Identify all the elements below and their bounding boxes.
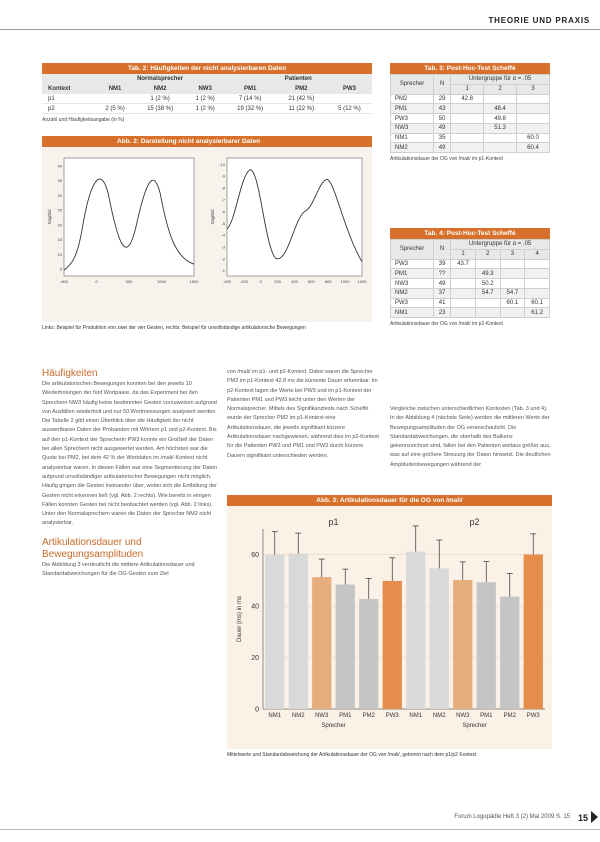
fig2-panel-left — [47, 158, 199, 284]
table-2-cell: 19 (32 %) — [225, 104, 276, 114]
table-3-cell: 60.0 — [517, 133, 550, 143]
table-3-col-sprecher: Sprecher — [391, 75, 434, 95]
fig2-xtick: 600 — [308, 279, 315, 284]
table-3-subcol: 3 — [517, 84, 550, 94]
table-3-note: Artikulationsdauer der OG von /mali/ im p1-Kontext — [390, 156, 503, 163]
table-2 — [42, 63, 372, 123]
table-3-cell — [484, 143, 517, 153]
table-4-cell: 23 — [434, 308, 451, 318]
fig2-xtick: -500 — [59, 279, 69, 284]
fig2-ytick: 20 — [57, 222, 62, 228]
table-2-cell: 1 (2 %) — [186, 94, 225, 104]
table-4-col-sprecher: Sprecher — [391, 240, 434, 260]
table-3-cell: 60.4 — [517, 143, 550, 153]
table-3-cell: 35 — [434, 133, 451, 143]
fig2-xtick: 1500 — [189, 279, 199, 284]
table-4-cell: 49 — [434, 279, 451, 289]
paragraph: Vergleiche zwischen unterschiedlichen Kontexten (Tab. 3 und 4). In der Abbildung 4 (nächste Seite) werden die mittleren Werte der Bewegungsamplituden der OG veranschaulicht. Die Standardabweichungen, die oberhalb des Balkens gekennzeichnet sind, fallen bei den Patienten weitaus größer aus, was auf eine größere Streuung der Daten hinweist. Die deutlichen Amplitudenbewegungen während der — [390, 406, 551, 468]
fig3-xtick: PW3 — [385, 713, 399, 719]
table-4-cell: 37 — [434, 288, 451, 298]
table-4-cell — [475, 259, 500, 269]
table-2-cell: 21 (42 %) — [276, 94, 327, 104]
fig2-ylabel: Sagittal — [210, 209, 215, 225]
table-3-row — [391, 114, 550, 124]
table-4-cell: 43.7 — [451, 259, 476, 269]
table-2-col-header: PM2 — [276, 84, 327, 94]
table-4-cell: NM1 — [391, 308, 434, 318]
table-4-cell — [525, 269, 550, 279]
fig3-bar — [265, 555, 284, 709]
table-2-row — [42, 104, 372, 114]
fig2-ytick: 40 — [57, 163, 62, 169]
table-4-cell — [451, 308, 476, 318]
fig3-xtick: NM1 — [409, 713, 423, 719]
figure-2 — [42, 136, 372, 322]
fig2-ytick: 25 — [57, 207, 62, 213]
table-4-title: Tab. 4: Post-Hoc-Test Scheffé — [390, 228, 550, 239]
table-2-grid — [42, 74, 372, 114]
fig2-xtick: 800 — [324, 279, 332, 284]
text-column-2 — [227, 368, 379, 490]
fig2-ytick: 5 — [59, 266, 62, 272]
table-3-subcol: 1 — [451, 84, 484, 94]
footer-divider — [0, 829, 600, 830]
table-4-cell: 54.7 — [500, 288, 525, 298]
table-4-cell: PM1 — [391, 269, 434, 279]
fig2-ytick: -1 — [221, 268, 225, 274]
fig2-ylabel: Sagittal — [47, 209, 52, 225]
table-2-corner — [42, 74, 96, 84]
table-3-row — [391, 123, 550, 133]
fig2-xtick: 200 — [274, 279, 281, 284]
fig3-panel-label: p1 — [328, 517, 339, 527]
table-4-grid — [390, 239, 550, 318]
table-3-cell: 48.4 — [484, 104, 517, 114]
fig3-bar — [336, 585, 355, 709]
fig3-ytick: 20 — [251, 655, 259, 663]
fig2-xtick: -400 — [222, 279, 232, 284]
table-3-cell — [517, 123, 550, 133]
table-4-cell: 50.2 — [475, 279, 500, 289]
fig2-xtick: 500 — [125, 279, 133, 284]
table-3-cell: NM2 — [391, 143, 434, 153]
paragraph: Die artikulatorischen Bewegungen konnten bei den jeweils 10 Wiederholungen der fünf Wortpaare, da das Experiment bei den Sprechern NW3 häufig keine bestimmten Gesten vorzuweisen aufgrund von Ausfällen wiederholt und nur 50 Wortmessungen analysiert werden. Die Tabelle 2 gibt einen Überblick über die Häufigkeit der nicht auswertbaren Daten der Probanden mit Wörtern p1 und p2-Kontext. Bis auf den p1-Kontext der Sprecherin PW3 konnte ein Großteil der Daten bei allen Sprechern nicht ausgewertet werden. Am höchsten war die Quote bei PM2, bei dem 42 % der Wortdaten im /mali/-Kontext nicht analysierbar waren. In diesen Fällen war eine Segmentierung der Daten aufgrund unvollständiger artikulatorischer Bewegungen nicht möglich. Häufig gingen die Gesten ineinander über, wobei sich die Entfaltung der Gesten nicht erkennen ließ (vgl. Abb. 2 rechts). Wie bereits in einigen Fällen konnten Gesten bei nicht beobachtet werden (vgl. Abb. 2 links). Unter den Normalsprechern waren die Daten der Sprecher NM2 nicht analysierbar. — [42, 381, 218, 527]
fig2-xtick: 400 — [291, 279, 298, 284]
fig3-group-label: Sprecher — [462, 723, 487, 729]
figure-2-caption: Links: Beispiel für Produktion von zwei der vier Gesten, rechts: Beispiel für unvollständige artikulatorische Bewegungen — [42, 325, 306, 331]
fig2-ytick: -10 — [219, 161, 225, 167]
table-2-cell: 2 (5 %) — [96, 104, 135, 114]
next-page-icon — [591, 811, 598, 823]
table-3-col-group: Untergruppe für α = .05 — [451, 75, 550, 85]
table-2-col-header: NM1 — [96, 84, 135, 94]
table-4-row — [391, 259, 550, 269]
fig2-plot-area — [64, 158, 194, 276]
table-3-grid — [390, 74, 550, 153]
table-2-cell: 1 (2 %) — [186, 104, 225, 114]
table-4-cell: 60.1 — [500, 298, 525, 308]
fig2-plot-area — [227, 158, 362, 276]
fig3-xtick: PM2 — [362, 713, 375, 719]
page-number: 15 — [577, 813, 588, 823]
fig3-xtick: NM1 — [268, 713, 282, 719]
table-4-subcol: 4 — [525, 249, 550, 259]
text-column-1 — [42, 368, 218, 581]
fig3-xtick: NW3 — [456, 713, 470, 719]
fig3-xtick: PM1 — [339, 713, 352, 719]
fig2-ytick: 35 — [57, 178, 62, 184]
figure-3-title: Abb. 3: Artikulationsdauer für die OG von /mali/ — [227, 495, 552, 506]
table-4-row — [391, 308, 550, 318]
table-3-subcol: 2 — [484, 84, 517, 94]
table-4-col-n: N — [434, 240, 451, 260]
paragraph: Die Abbildung 3 verdeutlicht die mittlere Artikulationsdauer und Standardabweichungen für die OG-Gesten zum Ziel — [42, 561, 195, 578]
table-4-cell — [525, 279, 550, 289]
fig3-ylabel: Dauer (ms) in ms — [237, 595, 243, 643]
table-4-cell — [451, 279, 476, 289]
table-3-cell — [451, 133, 484, 143]
table-4-cell: NW3 — [391, 279, 434, 289]
table-4-cell: 49.3 — [475, 269, 500, 279]
table-2-cell: p1 — [42, 94, 96, 104]
table-3-row — [391, 143, 550, 153]
fig2-xtick: 1000 — [340, 279, 350, 284]
table-4-row — [391, 288, 550, 298]
table-2-cell: 11 (22 %) — [276, 104, 327, 114]
section-title: THEORIE UND PRAXIS — [488, 16, 590, 25]
fig2-xtick: -200 — [239, 279, 248, 284]
table-3-cell: PM1 — [391, 104, 434, 114]
table-2-row — [42, 94, 372, 104]
fig3-ytick: 40 — [251, 603, 259, 611]
table-3-row — [391, 104, 550, 114]
fig3-xtick: PW3 — [526, 713, 540, 719]
fig2-ytick: 15 — [57, 237, 62, 243]
fig3-bar — [312, 577, 331, 709]
table-4-cell: PW3 — [391, 298, 434, 308]
table-3-cell — [517, 114, 550, 124]
table-2-group-patients: Patienten — [225, 74, 372, 84]
fig3-bar — [524, 554, 543, 709]
table-2-cell: 5 (12 %) — [327, 104, 372, 114]
fig3-group-label: Sprecher — [321, 723, 346, 729]
table-2-col-header: PM1 — [225, 84, 276, 94]
fig3-bar — [477, 582, 496, 709]
table-2-col-header: PW3 — [327, 84, 372, 94]
table-3-cell — [484, 133, 517, 143]
table-4-cell — [500, 279, 525, 289]
table-4-col-group: Untergruppe für α = .05 — [451, 240, 550, 250]
table-2-cell — [96, 94, 135, 104]
footer-citation: Forum Logopädie Heft 3 (2) Mai 2009 S. 15 — [454, 814, 570, 820]
table-4-cell: PW3 — [391, 259, 434, 269]
table-2-group-normal: Normalsprecher — [96, 74, 225, 84]
table-2-title: Tab. 2: Häufigkeiten der nicht analysierbaren Daten — [42, 63, 372, 74]
table-3-cell — [451, 104, 484, 114]
fig3-bar — [500, 597, 519, 709]
fig3-bar — [453, 580, 472, 709]
table-3-cell: 49.8 — [484, 114, 517, 124]
fig2-ytick: -5 — [221, 220, 225, 226]
table-4-cell: 41 — [434, 298, 451, 308]
fig2-ytick: -2 — [221, 256, 225, 262]
fig2-xtick: 1200 — [357, 279, 367, 284]
fig3-xtick: NW3 — [315, 713, 329, 719]
table-4 — [390, 228, 550, 327]
fig2-ytick: -3 — [221, 244, 225, 250]
table-3-cell: 50 — [434, 114, 451, 124]
paragraph: von /mali/ im p1- und p2-Kontext. Dabei waren die Sprecher PM2 im p1-Kontext 42.8 ms die kürzeste Dauer erkennbar. Im p2-Kontext lagen die Werte bei PW3 und im p1-Kontext der Patienten PM1 und PW3 leicht unter den Werten der Normalsprecher. Mittels des Signifikanztests nach Scheffé wurde der Sprecher PM2 im p1-Kontext eine Artikulationsdauer, die jeweils signifikant kürzere Artikulationsdauer nachgewiesen, während dies im p2-Kontext für die Patienten PW3 und PM1 und PW3 durch kürzere Dauern signifikant unterschieden werden. — [227, 369, 379, 459]
figure-3 — [227, 495, 552, 749]
table-4-cell: ?? — [434, 269, 451, 279]
table-4-cell — [475, 308, 500, 318]
table-2-cell: 1 (2 %) — [135, 94, 186, 104]
heading-haeufigkeiten: Häufigkeiten — [42, 368, 98, 379]
table-3-cell: 29 — [434, 94, 451, 104]
table-3-cell: NM1 — [391, 133, 434, 143]
table-4-cell: 61.2 — [525, 308, 550, 318]
table-3-cell — [451, 143, 484, 153]
table-2-cell: 15 (38 %) — [135, 104, 186, 114]
fig3-ytick: 60 — [251, 552, 259, 560]
table-3-cell: PM2 — [391, 94, 434, 104]
table-4-cell — [500, 308, 525, 318]
table-3-cell: NW3 — [391, 123, 434, 133]
fig2-ytick: -8 — [221, 185, 225, 191]
table-3-cell — [451, 123, 484, 133]
fig3-ytick: 0 — [255, 706, 259, 714]
table-3-row — [391, 94, 550, 104]
table-4-cell: NM2 — [391, 288, 434, 298]
table-4-cell — [525, 259, 550, 269]
heading-artikulationsdauer: Artikulationsdauer und Bewegungsamplituden — [42, 536, 144, 560]
fig2-panel-right — [210, 158, 367, 284]
table-3-cell: 42.8 — [451, 94, 484, 104]
fig2-xtick: 0 — [95, 279, 98, 284]
table-3-cell — [484, 94, 517, 104]
fig2-ytick: 30 — [57, 192, 62, 198]
fig3-xtick: NM2 — [291, 713, 305, 719]
table-3-row — [391, 133, 550, 143]
table-2-cell — [327, 94, 372, 104]
table-3-cell — [517, 104, 550, 114]
table-2-col-header: NW3 — [186, 84, 225, 94]
fig3-bar — [383, 581, 402, 709]
table-4-subcol: 2 — [475, 249, 500, 259]
fig3-bar — [430, 568, 449, 709]
fig3-panel-label: p2 — [469, 517, 480, 527]
table-3 — [390, 63, 550, 162]
table-2-note: Anzahl und Häufigkeitsangabe (in %) — [42, 117, 125, 123]
table-4-cell: 54.7 — [475, 288, 500, 298]
fig3-xtick: NM2 — [432, 713, 446, 719]
table-3-cell — [517, 94, 550, 104]
table-4-row — [391, 279, 550, 289]
fig3-xtick: PM2 — [503, 713, 516, 719]
fig2-ytick: -9 — [221, 173, 225, 179]
text-column-3 — [390, 405, 552, 490]
table-4-cell — [451, 288, 476, 298]
table-3-title: Tab. 3: Post-Hoc-Test Scheffé — [390, 63, 550, 74]
table-3-cell: PW3 — [391, 114, 434, 124]
table-4-cell: 60.1 — [525, 298, 550, 308]
fig2-xtick: 0 — [259, 279, 262, 284]
table-4-subcol: 1 — [451, 249, 476, 259]
table-4-cell — [500, 259, 525, 269]
table-3-col-n: N — [434, 75, 451, 95]
fig3-xtick: PM1 — [480, 713, 493, 719]
table-4-cell — [500, 269, 525, 279]
table-2-cell: p2 — [42, 104, 96, 114]
table-2-cell: 7 (14 %) — [225, 94, 276, 104]
table-3-cell: 49 — [434, 143, 451, 153]
fig2-xtick: 1000 — [157, 279, 166, 284]
table-2-col-header: Kontext — [42, 84, 96, 94]
table-4-cell — [475, 298, 500, 308]
fig2-ytick: -6 — [221, 209, 225, 215]
table-3-cell — [451, 114, 484, 124]
figure-3-caption: Mittelwerte und Standardabweichung der Artikulationsdauer der OG von /mali/, getrennt nach dem p1/p2 Kontext — [227, 752, 477, 758]
table-3-cell: 51.3 — [484, 123, 517, 133]
header-divider — [0, 29, 600, 30]
fig3-bar — [289, 554, 308, 709]
fig3-bar — [359, 599, 378, 709]
table-2-col-header: NM2 — [135, 84, 186, 94]
table-4-row — [391, 269, 550, 279]
table-4-note: Artikulationsdauer der OG von /mali/ im p2-Kontext — [390, 321, 503, 328]
table-4-row — [391, 298, 550, 308]
table-3-cell: 43 — [434, 104, 451, 114]
table-4-cell — [525, 288, 550, 298]
figure-2-plots — [42, 150, 372, 322]
table-4-subcol: 3 — [500, 249, 525, 259]
fig2-ytick: -7 — [221, 197, 225, 203]
table-3-cell: 49 — [434, 123, 451, 133]
figure-2-title: Abb. 2: Darstellung nicht analysierbarer Daten — [42, 136, 372, 147]
fig2-ytick: -4 — [221, 232, 225, 238]
figure-3-chart — [227, 509, 552, 749]
table-4-cell — [451, 298, 476, 308]
table-4-cell — [451, 269, 476, 279]
fig3-bar — [406, 552, 425, 709]
table-4-cell: 39 — [434, 259, 451, 269]
fig2-ytick: 10 — [57, 251, 62, 257]
